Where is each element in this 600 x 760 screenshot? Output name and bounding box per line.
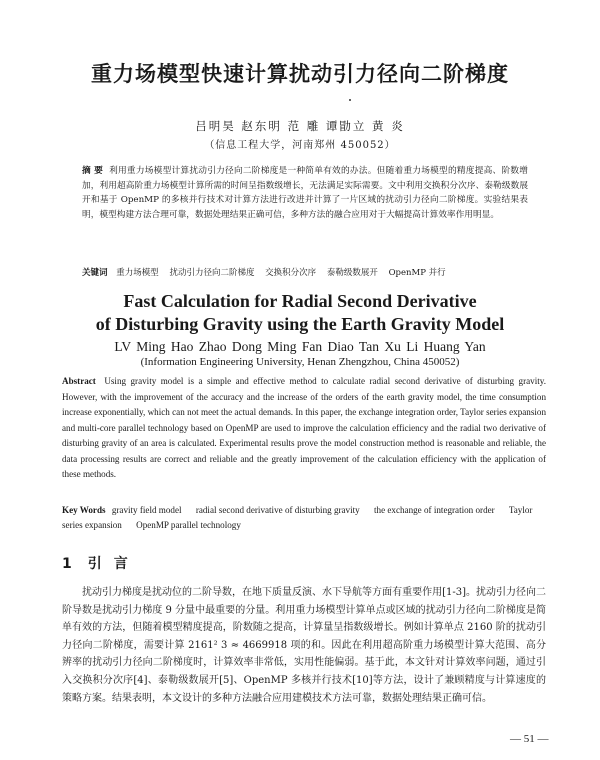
chinese-abstract-text: 利用重力场模型计算扰动引力径向二阶梯度是一种简单有效的办法。但随着重力场模型的精度提高、阶数增加，利用超高阶重力场模型计算所需的时间呈指数级增长，无法满足实际需要。文中利用交换积分次序、泰勒级数展开和基于 OpenMP 的多核并行技术对计算方法进行改进并计算了一片区域的扰动引力径向二阶梯度。实验结果表明，模型构建方法合理可靠，数据处理结果正确可信，多种方法的融合应用对于大幅提高计算效率作用明显。 bbox=[82, 166, 528, 220]
english-abstract-label: Abstract bbox=[62, 376, 96, 386]
english-title bbox=[0, 290, 600, 336]
print-speck bbox=[349, 99, 351, 101]
chinese-keyword: 交换积分次序 bbox=[265, 268, 317, 278]
english-affiliation: (Information Engineering University, Henan Zhengzhou, China 450052) bbox=[140, 356, 460, 368]
chinese-keywords bbox=[82, 266, 542, 280]
english-keyword: OpenMP parallel technology bbox=[136, 520, 241, 530]
chinese-keyword: 扰动引力径向二阶梯度 bbox=[169, 268, 255, 278]
english-keyword: Taylor series expansion bbox=[62, 505, 533, 530]
english-abstract bbox=[62, 374, 546, 483]
english-keywords bbox=[62, 503, 546, 533]
english-title-line: of Disturbing Gravity using the Earth Gravity Model bbox=[95, 314, 505, 334]
chinese-keyword: 泰勒级数展开 bbox=[326, 268, 378, 278]
english-title-line: Fast Calculation for Radial Second Derivative bbox=[123, 291, 477, 311]
section-number: 1 bbox=[62, 556, 72, 572]
chinese-abstract bbox=[82, 164, 528, 222]
section-title: 引言 bbox=[87, 556, 140, 572]
english-abstract-text: Using gravity model is a simple and effective method to calculate radial second derivative of disturbing gravity. However, with the improvement of the accuracy and the increase of the orders of the earth gravity model, the time consumption increase exponentially, which can not meet the actual demands. In this paper, the exchange integration order, Taylor series expansion and multi-core parallel technology based on OpenMP are used to improve the calculation efficiency and the radial two derivative of disturbing gravity of an area is calculated. Experimental results prove the model construction method is reasonable and reliable, the data processing results are correct and reliable and the greatly improvement of the calculation efficiency with the application of these methods. bbox=[62, 376, 546, 479]
english-keyword: gravity field model bbox=[111, 505, 182, 515]
english-keywords-label: Key Words bbox=[62, 505, 106, 515]
chinese-keyword: 重力场模型 bbox=[116, 268, 159, 278]
chinese-affiliation: （信息工程大学，河南郑州 450052） bbox=[204, 140, 396, 151]
intro-paragraph: 扰动引力梯度是扰动位的二阶导数，在地下质量反演、水下导航等方面有重要作用[1-3]。扰动引力径向二阶导数是扰动引力梯度 9 分量中最重要的分量。利用重力场模型计算单点或区域的扰动引力径向二阶梯度是简单有效的方法，但随着模型精度提高，阶数随之提高，计算量呈指数级增长。例如计算单点 2160 阶的扰动引力径向二阶梯度，需要计算 2161² 3 ≈ 4669918 项的和。因此在利用超高阶重力场模型计算大范围、高分辨率的扰动引力径向二阶梯度时，计算效率非常低，实用性能偏弱。基于此，本文针对计算效率问题，通过引入交换积分次序[4]、泰勒级数展开[5]、OpenMP 多核并行技术[10]等方法，设计了兼顾精度与计算速度的策略方案。结果表明，本文设计的多种方法融合应用建模技术方法可靠，数据处理结果正确可信。 bbox=[62, 587, 546, 704]
english-keyword: radial second derivative of disturbing gravity bbox=[195, 505, 360, 515]
section-heading bbox=[62, 553, 140, 573]
page-number: — 51 — bbox=[510, 733, 549, 745]
chinese-keywords-label: 关键词 bbox=[82, 268, 108, 278]
english-authors: LV Ming Hao Zhao Dong Ming Fan Diao Tan Xu Li Huang Yan bbox=[114, 339, 486, 354]
chinese-keyword: OpenMP 并行 bbox=[388, 268, 446, 278]
chinese-title: 重力场模型快速计算扰动引力径向二阶梯度 bbox=[91, 62, 509, 86]
chinese-abstract-label: 摘 要 bbox=[82, 166, 104, 176]
chinese-authors: 吕明昊 赵东明 范 雕 谭勖立 黄 炎 bbox=[195, 119, 405, 133]
english-keyword: the exchange of integration order bbox=[374, 505, 495, 515]
